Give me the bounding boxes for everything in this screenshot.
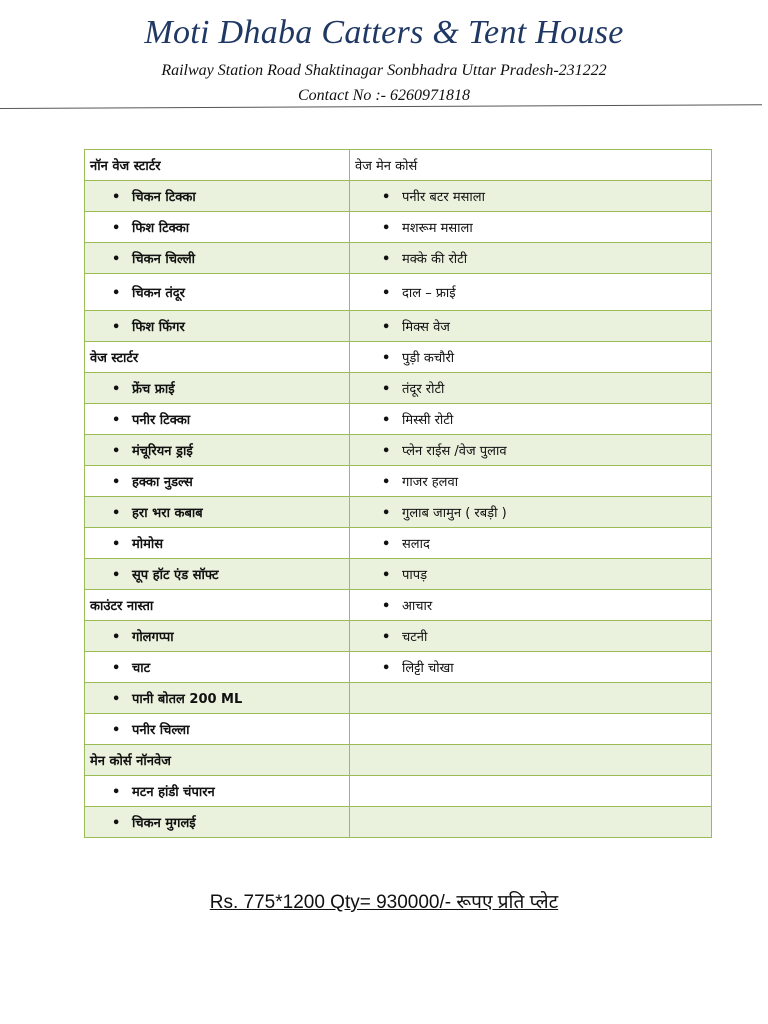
- menu-item-label: गुलाब जामुन ( रबड़ी ): [402, 506, 507, 521]
- menu-item-label: पनीर टिक्का: [132, 413, 191, 428]
- menu-cell-left: [85, 466, 350, 497]
- menu-cell-left: [85, 181, 350, 212]
- menu-cell-right: [350, 373, 712, 404]
- menu-item-label: फिश टिक्का: [132, 221, 190, 236]
- bullet-icon: •: [382, 599, 391, 614]
- menu-cell-right: [350, 404, 712, 435]
- menu-cell-left: [85, 435, 350, 466]
- menu-item-label: चटनी: [402, 630, 428, 645]
- menu-row: [85, 497, 712, 528]
- menu-section-heading: वेज स्टार्टर: [90, 351, 139, 366]
- menu-cell-left: [85, 150, 350, 181]
- menu-row: [85, 150, 712, 181]
- menu-table-body: [85, 150, 712, 838]
- bullet-icon: •: [112, 320, 121, 335]
- menu-item-label: फिश फिंगर: [132, 320, 185, 335]
- bullet-icon: •: [112, 723, 121, 738]
- menu-cell-right: [350, 342, 712, 373]
- menu-item-label: मंचूरियन ड्राई: [132, 444, 193, 459]
- menu-item-label: दाल – फ्राई: [402, 286, 456, 301]
- menu-row: [85, 807, 712, 838]
- bullet-icon: •: [382, 537, 391, 552]
- menu-row: [85, 559, 712, 590]
- menu-section-heading: काउंटर नास्ता: [90, 599, 154, 614]
- menu-row: [85, 243, 712, 274]
- menu-cell-right: [350, 590, 712, 621]
- menu-item-label: पनीर चिल्ला: [132, 723, 190, 738]
- menu-cell-right: [350, 274, 712, 311]
- menu-item-label: तंदूर रोटी: [402, 382, 445, 397]
- menu-item-label: पापड़: [402, 568, 428, 583]
- menu-cell-left: [85, 528, 350, 559]
- menu-cell-right: [350, 683, 712, 714]
- bullet-icon: •: [112, 506, 121, 521]
- bullet-icon: •: [112, 475, 121, 490]
- bullet-icon: •: [382, 252, 391, 267]
- menu-cell-right: [350, 621, 712, 652]
- menu-item-label: हरा भरा कबाब: [132, 506, 203, 521]
- bullet-icon: •: [112, 816, 121, 831]
- menu-cell-right: [350, 745, 712, 776]
- menu-cell-left: [85, 652, 350, 683]
- bullet-icon: •: [112, 221, 121, 236]
- bullet-icon: •: [382, 190, 391, 205]
- menu-row: [85, 621, 712, 652]
- menu-item-label: चिकन मुगलई: [132, 816, 196, 831]
- menu-cell-left: [85, 274, 350, 311]
- menu-cell-right: [350, 181, 712, 212]
- menu-row: [85, 466, 712, 497]
- bullet-icon: •: [112, 692, 121, 707]
- menu-item-label: मटन हांडी चंपारन: [132, 785, 215, 800]
- menu-row: [85, 590, 712, 621]
- business-address: Railway Station Road Shaktinagar Sonbhadra Uttar Pradesh-231222: [161, 62, 607, 79]
- menu-item-label: चिकन तंदूर: [132, 286, 185, 301]
- menu-cell-left: [85, 497, 350, 528]
- menu-cell-left: [85, 745, 350, 776]
- bullet-icon: •: [382, 506, 391, 521]
- bullet-icon: •: [112, 382, 121, 397]
- menu-item-label: सलाद: [402, 537, 430, 552]
- menu-item-label: पनीर बटर मसाला: [402, 190, 485, 205]
- business-title: Moti Dhaba Catters & Tent House: [144, 14, 624, 51]
- menu-cell-left: [85, 683, 350, 714]
- bullet-icon: •: [112, 252, 121, 267]
- menu-item-label: सूप हॉट एंड सॉफ्ट: [132, 568, 219, 583]
- bullet-icon: •: [382, 475, 391, 490]
- menu-cell-left: [85, 373, 350, 404]
- bullet-icon: •: [382, 320, 391, 335]
- bullet-icon: •: [382, 351, 391, 366]
- bullet-icon: •: [382, 221, 391, 236]
- bullet-icon: •: [112, 190, 121, 205]
- menu-cell-left: [85, 590, 350, 621]
- menu-cell-left: [85, 559, 350, 590]
- bullet-icon: •: [112, 537, 121, 552]
- menu-cell-right: [350, 212, 712, 243]
- menu-item-label: मिक्स वेज: [402, 320, 450, 335]
- contact-number: Contact No :- 6260971818: [298, 87, 470, 104]
- bullet-icon: •: [112, 568, 121, 583]
- menu-row: [85, 528, 712, 559]
- menu-row: [85, 342, 712, 373]
- menu-row: [85, 745, 712, 776]
- menu-row: [85, 181, 712, 212]
- menu-item-label: मक्के की रोटी: [402, 252, 468, 267]
- menu-cell-left: [85, 342, 350, 373]
- menu-cell-left: [85, 807, 350, 838]
- bullet-icon: •: [382, 286, 391, 301]
- menu-cell-right: [350, 559, 712, 590]
- menu-section-heading: वेज मेन कोर्स: [355, 159, 418, 174]
- bullet-icon: •: [112, 413, 121, 428]
- menu-item-label: पुड़ी कचौरी: [402, 351, 455, 366]
- menu-cell-right: [350, 466, 712, 497]
- menu-row: [85, 311, 712, 342]
- menu-row: [85, 435, 712, 466]
- menu-item-label: मशरूम मसाला: [402, 221, 473, 236]
- menu-item-label: चिकन टिक्का: [132, 190, 196, 205]
- menu-cell-left: [85, 311, 350, 342]
- menu-cell-left: [85, 714, 350, 745]
- menu-item-label: मोमोस: [132, 537, 164, 552]
- menu-cell-left: [85, 212, 350, 243]
- bullet-icon: •: [382, 444, 391, 459]
- menu-row: [85, 373, 712, 404]
- menu-cell-left: [85, 243, 350, 274]
- menu-cell-left: [85, 776, 350, 807]
- bullet-icon: •: [112, 286, 121, 301]
- menu-cell-right: [350, 528, 712, 559]
- menu-item-label: प्लेन राईस /वेज पुलाव: [402, 444, 507, 459]
- menu-cell-right: [350, 311, 712, 342]
- menu-cell-right: [350, 652, 712, 683]
- menu-row: [85, 683, 712, 714]
- menu-section-heading: नॉन वेज स्टार्टर: [90, 159, 161, 174]
- menu-table: [84, 149, 712, 838]
- menu-item-label: चिकन चिल्ली: [132, 252, 196, 267]
- menu-item-label: फ्रेंच फ्राई: [132, 382, 175, 397]
- menu-item-label: लिट्टी चोखा: [402, 661, 454, 676]
- bullet-icon: •: [112, 630, 121, 645]
- menu-row: [85, 714, 712, 745]
- menu-item-label: हक्का नुडल्स: [132, 475, 193, 490]
- menu-cell-right: [350, 243, 712, 274]
- menu-cell-right: [350, 714, 712, 745]
- bullet-icon: •: [382, 413, 391, 428]
- menu-cell-right: [350, 776, 712, 807]
- bullet-icon: •: [112, 444, 121, 459]
- menu-row: [85, 652, 712, 683]
- menu-row: [85, 776, 712, 807]
- menu-item-label: चाट: [132, 661, 151, 676]
- menu-cell-right: [350, 150, 712, 181]
- menu-cell-right: [350, 435, 712, 466]
- menu-cell-left: [85, 404, 350, 435]
- bullet-icon: •: [382, 382, 391, 397]
- menu-row: [85, 274, 712, 311]
- menu-item-label: गाजर हलवा: [402, 475, 459, 490]
- price-total: Rs. 775*1200 Qty= 930000/- रूपए प्रति प्लेट: [209, 892, 559, 913]
- menu-cell-right: [350, 497, 712, 528]
- menu-item-label: पानी बोतल 200 ML: [132, 692, 243, 707]
- bullet-icon: •: [382, 630, 391, 645]
- menu-item-label: गोलगप्पा: [132, 630, 174, 645]
- menu-section-heading: मेन कोर्स नॉनवेज: [90, 754, 171, 769]
- menu-row: [85, 212, 712, 243]
- menu-row: [85, 404, 712, 435]
- menu-cell-right: [350, 807, 712, 838]
- bullet-icon: •: [112, 661, 121, 676]
- bullet-icon: •: [382, 568, 391, 583]
- bullet-icon: •: [112, 785, 121, 800]
- menu-item-label: आचार: [402, 599, 433, 614]
- menu-item-label: मिस्सी रोटी: [402, 413, 454, 428]
- bullet-icon: •: [382, 661, 391, 676]
- menu-cell-left: [85, 621, 350, 652]
